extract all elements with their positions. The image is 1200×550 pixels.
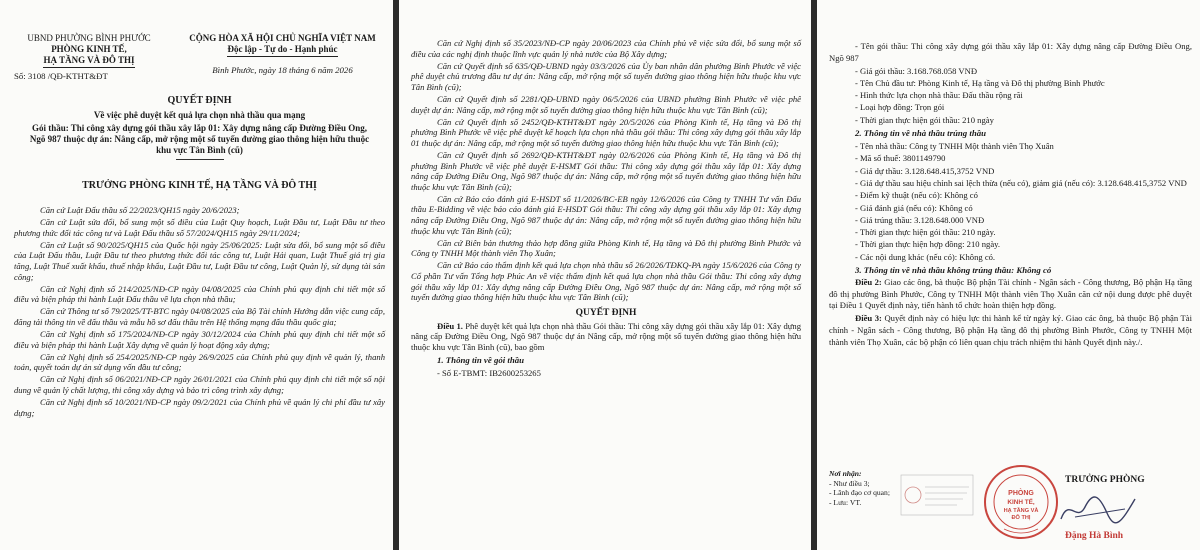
legal-basis: Căn cứ Quyết định số 2452/QĐ-KTHT&ĐT ngày 20/5/2026 của Phòng Kinh tế, Hạ tầng và Đô thị phường Bình Phước về việc phê duyệt kế hoạch lựa chọn nhà thầu gói thầu: Thi công xây dựng gói thầu xây lắp 01 thuộc dự án: Nâng cấp, mở rộng một số tuyến đường giao thông hiện hữu thuộc khu vực Tân Bình (cũ); [411,116,801,148]
winner-info-item: - Mã số thuế: 3801149790 [855,153,946,164]
recipient-item: - Lãnh đạo cơ quan; [829,488,890,497]
recipients [829,469,890,507]
national-motto: Độc lập - Tự do - Hạnh phúc [227,44,337,57]
place-date: Bình Phước, ngày 18 tháng 6 năm 2026 [212,65,353,75]
handwritten-signature-icon [1055,489,1145,529]
agency-block [14,33,164,82]
package-info-item: - Thời gian thực hiện gói thầu: 210 ngày [855,114,994,125]
legal-basis: Căn cứ Quyết định số 2692/QĐ-KTHT&ĐT ngày 02/6/2026 của Phòng Kinh tế, Hạ tầng và Đô thị phường Bình Phước về việc phê duyệt E-HSMT Gói thầu: Thi công xây dựng gói thầu xây lắp 01: Xây dựng nâng cấp Đường Điều Ong, Ngõ 987 thuộc dự án: Nâng cấp, mở rộng một số tuyến đường giao thông hiện hữu thuộc khu vực Tân Bình (cũ); [411,149,801,192]
legal-basis: Căn cứ Quyết định số 2281/QĐ-UBND ngày 06/5/2026 của UBND phường Bình Phước về việc phê duyệt dự án: Nâng cấp, mở rộng một số tuyến đường giao thông hiện hữu thuộc khu vực Tân Bình (cũ); [411,93,801,115]
package-info-item: - Tên gói thầu: Thi công xây dựng gói thầu xây lắp 01: Xây dựng nâng cấp Đường Điều Ong, Ngõ 987 [829,41,1192,64]
legal-basis: Căn cứ Luật số 90/2025/QH15 của Quốc hội ngày 25/06/2025: Luật sửa đổi, bổ sung một số điều của Luật Đấu thầu, Luật Đầu tư theo phương thức đối tác công tư, Luật Hải quan, Luật Thuế giá trị gia tăng, Luật Thuế xuất khẩu, thuế nhập khẩu, Luật Đầu tư, Luật Đầu tư công, Luật Quản lý, sử dụng tài sản công; [14,239,385,282]
article-2 [829,277,1192,312]
article-2-label: Điều 2: [855,277,882,288]
article-3-label: Điều 3: [855,313,882,324]
package-info-item: - Loại hợp đồng: Trọn gói [855,102,945,113]
document-number: Số: 3108 /QĐ-KTHT&ĐT [14,71,108,81]
ubnd-name: UBND PHƯỜNG BÌNH PHƯỚC [27,33,151,43]
article-1-text: Phê duyệt kết quả lựa chọn nhà thầu Gói thầu: Thi công xây dựng gói thầu xây lắp 01: Xây dựng nâng cấp Đường Điều Ong, Ngõ 987 thuộc dự án Nâng cấp, mở rộng một số tuyến đường giao thông hiện hữu thuộc khu vực Tân Bình (cũ), bao gồm [411,320,801,352]
svg-text:KINH TẾ,: KINH TẾ, [1007,499,1035,506]
adjusted-price: - Giá dự thầu sau hiệu chỉnh sai lệch thừa (nếu có), giảm giá (nếu có): 3.128.648.415,3752 VND [855,177,1187,188]
winner-info-item: - Giá dự thầu: 3.128.648.415,3752 VND [855,165,995,176]
page-2 [399,0,811,550]
winner-info-item: - Giá đánh giá (nếu có): Không có [855,202,973,213]
legal-basis: Căn cứ Nghị định số 06/2021/NĐ-CP ngày 26/01/2021 của Chính phủ quy định chi tiết một số nội dung về quản lý chất lượng, thi công xây dựng và bảo trì công trình xây dựng; [14,374,385,395]
svg-text:HẠ TẦNG VÀ: HẠ TẦNG VÀ [1003,508,1039,514]
legal-bases-col1 [14,205,385,418]
article-3 [829,313,1192,348]
recipient-item: - Như điều 3; [829,478,870,488]
legal-basis: Căn cứ Luật Đấu thầu số 22/2023/QH15 ngày 20/6/2023; [40,205,240,215]
legal-basis: Căn cứ Luật sửa đổi, bổ sung một số điều của Luật Quy hoạch, Luật Đầu tư, Luật Đầu tư theo phương thức đối tác công tư và Luật Đấu thầu số 57/2024/QH15 ngày 29/11/2024; [14,217,385,238]
package-info-item: - Giá gói thầu: 3.168.768.058 VNĐ [855,65,978,76]
digital-signature-mark-icon [897,465,977,527]
section-2-heading: 2. Thông tin về nhà thầu trúng thầu [855,128,987,139]
winner-info-item: - Thời gian thực hiện hợp đồng: 210 ngày. [855,239,1001,250]
official-stamp-icon [982,463,1060,541]
national-title: CỘNG HÒA XÃ HỘI CHỦ NGHĨA VIỆT NAM [189,33,376,43]
legal-basis: Căn cứ Nghị định số 175/2024/NĐ-CP ngày 30/12/2024 của Chính phủ quy định chi tiết một số điều và biện pháp thi hành Luật Xây dựng về quản lý hoạt động xây dựng; [14,329,385,350]
legal-basis: Căn cứ Nghị định số 254/2025/NĐ-CP ngày 26/9/2025 của Chính phủ quy định về quản lý, thanh toán, quyết toán dự án sử dụng vốn đầu tư công; [14,351,385,373]
winner-info-item: - Các nội dung khác (nếu có): Không có. [855,251,996,262]
tbmt-number: - Số E-TBMT: IB2600253265 [437,367,541,378]
article-2-text: Giao các ông, bà thuộc Bộ phận Tài chính - Ngân sách - Công thương, Bộ phận Hạ tầng đô thị phường Bình Phước, Công ty TNHH Một thành viên Thọ Xuân căn cứ nội dung được phê duyệt tại Điều 1 Quyết định này, tiến hành tổ chức hoàn thiện hợp đồng. [829,277,1192,311]
section-1-heading: 1. Thông tin về gói thầu [437,354,525,365]
package-info-list [829,40,1192,126]
package-title: Gói thầu: Thi công xây dựng gói thầu xây lắp 01: Xây dựng nâng cấp Đường Điều Ong, Ngõ 987 thuộc dự án: Nâng cấp, mở rộng một số tuyến đường giao thông hiện hữu thuộc khu vực Tân Bình (cũ) [29,123,370,155]
national-block [180,33,385,82]
legal-basis: Căn cứ Báo cáo đánh giá E-HSDT số 11/2026/BC-EB ngày 12/6/2026 của Công ty TNHH Tư vấn Đấu thầu E-Bidding về việc báo cáo đánh giá E-HSDT Gói thầu: Thi công xây dựng gói thầu xây lắp 01: Xây dựng nâng cấp Đường Điều Ong, Ngõ 987 thuộc dự án: Nâng cấp, mở rộng một số tuyến đường giao thông hiện hữu thuộc khu vực Tân Bình (cũ); [411,193,801,236]
article-1 [411,321,801,353]
winner-info-list [829,140,1192,263]
article-1-label: Điều 1. [437,320,463,331]
decision-subject: Về việc phê duyệt kết quả lựa chọn nhà thầu qua mạng [93,110,306,120]
package-info-item: - Hình thức lựa chọn nhà thầu: Đấu thầu rộng rãi [855,90,1023,101]
section-3-heading: 3. Thông tin về nhà thầu không trúng thầu: Không có [855,265,1052,276]
signer-name: Đặng Hà Bình [1065,531,1124,541]
legal-basis: Căn cứ Biên bản thương thảo hợp đồng giữa Phòng Kinh tế, Hạ tầng và Đô thị phường Bình Phước và Công ty TNHH Một thành viên Thọ Xuân; [411,237,801,259]
svg-text:ĐÔ THỊ: ĐÔ THỊ [1011,515,1031,521]
document-header [14,33,385,82]
page-1 [0,0,393,550]
recipient-item: - Lưu: VT. [829,497,862,507]
legal-basis: Căn cứ Báo cáo thẩm định kết quả lựa chọn nhà thầu số 26/2026/TĐKQ-PA ngày 15/6/2026 của Công ty Cổ phần Tư vấn Tổng hợp Phúc An về việc thẩm định kết quả lựa chọn nhà thầu Gói thầu: Thi công xây dựng gói thầu xây lắp 01: Xây dựng nâng cấp Đường Điều Ong, Ngõ 987 thuộc dự án: Nâng cấp, mở rộng một số tuyến đường giao thông hiện hữu thuộc khu vực Tân Bình (cũ); [411,260,801,303]
page-3 [817,0,1200,550]
legal-bases-col2 [411,38,801,303]
winner-info-item: - Điểm kỹ thuật (nếu có): Không có [855,190,978,201]
winner-info-item: - Tên nhà thầu: Công ty TNHH Một thành viên Thọ Xuân [855,141,1054,152]
decision-heading: QUYẾT ĐỊNH [575,307,637,318]
decision-title: QUYẾT ĐỊNH [167,95,232,106]
package-info-item: - Tên Chủ đầu tư: Phòng Kinh tế, Hạ tầng và Đô thị phường Bình Phước [855,77,1105,88]
svg-text:PHÒNG: PHÒNG [1008,490,1034,497]
recipients-title: Nơi nhận: [829,469,862,478]
legal-basis: Căn cứ Nghị định số 214/2025/NĐ-CP ngày 04/08/2025 của Chính phủ quy định chi tiết một số điều và biện pháp thi hành Luật Đấu thầu về lựa chọn nhà thầu; [14,283,385,305]
article-3-text: Quyết định này có hiệu lực thi hành kể từ ngày ký. Giao các ông, bà thuộc Bộ phận Tài chính - Ngân sách - Công thương, Bộ phận Hạ tầng đô thị phường Bình Phước, Công ty TNHH Một thành viên Thọ Xuân, các bộ phận có liên quan chịu trách nhiệm thi hành Quyết định này./. [829,313,1192,347]
legal-basis: Căn cứ Quyết định số 635/QĐ-UBND ngày 03/3/2026 của Ủy ban nhân dân phường Bình Phước về việc phê duyệt chủ trương đầu tư dự án: Nâng cấp, mở rộng một số tuyến đường giao thông hiện hữu thuộc khu vực Tân Bình (cũ); [411,60,801,92]
title-rule [176,159,224,160]
issuer-title: TRƯỞNG PHÒNG KINH TẾ, HẠ TẦNG VÀ ĐÔ THỊ [82,180,317,191]
legal-basis: Căn cứ Nghị định số 35/2023/NĐ-CP ngày 20/06/2023 của Chính phủ về việc sửa đổi, bổ sung một số điều của các nghị định thuộc lĩnh vực quản lý nhà nước của Bộ Xây dựng; [411,38,801,59]
department-name-1: PHÒNG KINH TẾ, [51,44,127,54]
winner-info-item: - Giá trúng thầu: 3.128.648.000 VNĐ [855,214,985,225]
signature-block [817,463,1200,550]
signer-title: TRƯỞNG PHÒNG [1065,475,1145,485]
department-name-2: HẠ TẦNG VÀ ĐÔ THỊ [43,55,134,68]
winner-info-item: - Thời gian thực hiện gói thầu: 210 ngày. [855,227,996,238]
legal-basis: Căn cứ Thông tư số 79/2025/TT-BTC ngày 04/08/2025 của Bộ Tài chính Hướng dẫn việc cung cấp, đăng tải thông tin về đấu thầu và mẫu hồ sơ đấu thầu trên Hệ thống mạng đấu thầu quốc gia; [14,306,385,327]
legal-basis: Căn cứ Nghị định số 10/2021/NĐ-CP ngày 09/2/2021 của Chính phủ về quản lý chi phí đầu tư xây dựng; [14,397,385,418]
